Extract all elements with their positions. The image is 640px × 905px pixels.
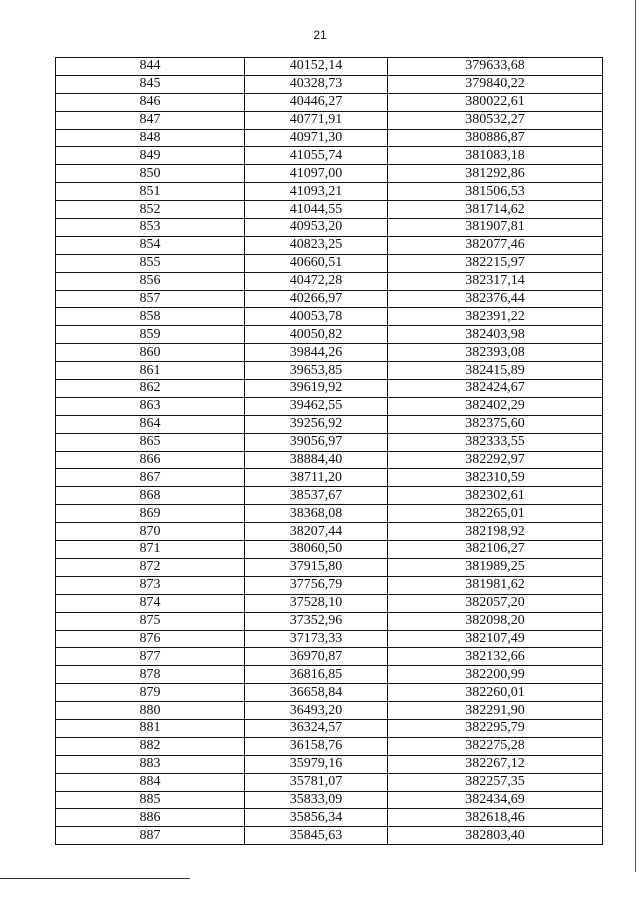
y-coordinate-cell: 379840,22 [388, 75, 603, 93]
table-row [56, 469, 603, 487]
point-number-cell: 865 [56, 433, 245, 451]
x-coordinate-cell: 40971,30 [245, 129, 388, 147]
coordinates-table [55, 57, 603, 845]
table-row [56, 344, 603, 362]
point-number-cell: 862 [56, 380, 245, 398]
x-coordinate-cell: 38884,40 [245, 451, 388, 469]
point-number-cell: 846 [56, 93, 245, 111]
point-number-cell: 860 [56, 344, 245, 362]
y-coordinate-cell: 382434,69 [388, 791, 603, 809]
table-row [56, 487, 603, 505]
y-coordinate-cell: 381083,18 [388, 147, 603, 165]
x-coordinate-cell: 41055,74 [245, 147, 388, 165]
y-coordinate-cell: 382200,99 [388, 666, 603, 684]
point-number-cell: 861 [56, 362, 245, 380]
x-coordinate-cell: 37756,79 [245, 576, 388, 594]
point-number-cell: 859 [56, 326, 245, 344]
y-coordinate-cell: 382265,01 [388, 505, 603, 523]
x-coordinate-cell: 35845,63 [245, 827, 388, 845]
table-row [56, 666, 603, 684]
y-coordinate-cell: 382310,59 [388, 469, 603, 487]
y-coordinate-cell: 382333,55 [388, 433, 603, 451]
table-row [56, 612, 603, 630]
point-number-cell: 850 [56, 165, 245, 183]
point-number-cell: 866 [56, 451, 245, 469]
y-coordinate-cell: 380886,87 [388, 129, 603, 147]
table-row [56, 272, 603, 290]
point-number-cell: 881 [56, 719, 245, 737]
x-coordinate-cell: 37352,96 [245, 612, 388, 630]
table-row [56, 505, 603, 523]
x-coordinate-cell: 39844,26 [245, 344, 388, 362]
x-coordinate-cell: 37173,33 [245, 630, 388, 648]
x-coordinate-cell: 40953,20 [245, 219, 388, 237]
point-number-cell: 874 [56, 594, 245, 612]
point-number-cell: 857 [56, 290, 245, 308]
point-number-cell: 870 [56, 523, 245, 541]
x-coordinate-cell: 36158,76 [245, 737, 388, 755]
coordinates-table-body [56, 58, 603, 845]
y-coordinate-cell: 382077,46 [388, 236, 603, 254]
x-coordinate-cell: 36816,85 [245, 666, 388, 684]
table-row [56, 165, 603, 183]
y-coordinate-cell: 379633,68 [388, 58, 603, 76]
x-coordinate-cell: 40472,28 [245, 272, 388, 290]
table-row [56, 523, 603, 541]
point-number-cell: 879 [56, 684, 245, 702]
y-coordinate-cell: 382424,67 [388, 380, 603, 398]
point-number-cell: 869 [56, 505, 245, 523]
y-coordinate-cell: 381907,81 [388, 219, 603, 237]
table-row [56, 397, 603, 415]
point-number-cell: 886 [56, 809, 245, 827]
x-coordinate-cell: 40660,51 [245, 254, 388, 272]
point-number-cell: 854 [56, 236, 245, 254]
page-number: 21 [313, 28, 327, 42]
y-coordinate-cell: 382057,20 [388, 594, 603, 612]
point-number-cell: 885 [56, 791, 245, 809]
y-coordinate-cell: 381989,25 [388, 558, 603, 576]
table-row [56, 773, 603, 791]
x-coordinate-cell: 41093,21 [245, 183, 388, 201]
point-number-cell: 880 [56, 702, 245, 720]
point-number-cell: 863 [56, 397, 245, 415]
point-number-cell: 882 [56, 737, 245, 755]
point-number-cell: 877 [56, 648, 245, 666]
y-coordinate-cell: 381506,53 [388, 183, 603, 201]
x-coordinate-cell: 39056,97 [245, 433, 388, 451]
point-number-cell: 883 [56, 755, 245, 773]
point-number-cell: 887 [56, 827, 245, 845]
point-number-cell: 884 [56, 773, 245, 791]
x-coordinate-cell: 38207,44 [245, 523, 388, 541]
x-coordinate-cell: 40771,91 [245, 111, 388, 129]
table-row [56, 648, 603, 666]
point-number-cell: 844 [56, 58, 245, 76]
y-coordinate-cell: 381714,62 [388, 201, 603, 219]
y-coordinate-cell: 382803,40 [388, 827, 603, 845]
y-coordinate-cell: 382375,60 [388, 415, 603, 433]
table-row [56, 362, 603, 380]
point-number-cell: 847 [56, 111, 245, 129]
x-coordinate-cell: 38537,67 [245, 487, 388, 505]
point-number-cell: 858 [56, 308, 245, 326]
y-coordinate-cell: 382107,49 [388, 630, 603, 648]
table-row [56, 719, 603, 737]
x-coordinate-cell: 37528,10 [245, 594, 388, 612]
point-number-cell: 871 [56, 541, 245, 559]
x-coordinate-cell: 35856,34 [245, 809, 388, 827]
point-number-cell: 848 [56, 129, 245, 147]
table-row [56, 75, 603, 93]
point-number-cell: 873 [56, 576, 245, 594]
y-coordinate-cell: 382106,27 [388, 541, 603, 559]
table-row [56, 827, 603, 845]
point-number-cell: 853 [56, 219, 245, 237]
y-coordinate-cell: 381981,62 [388, 576, 603, 594]
x-coordinate-cell: 41044,55 [245, 201, 388, 219]
table-row [56, 201, 603, 219]
y-coordinate-cell: 382376,44 [388, 290, 603, 308]
y-coordinate-cell: 382267,12 [388, 755, 603, 773]
point-number-cell: 851 [56, 183, 245, 201]
y-coordinate-cell: 382393,08 [388, 344, 603, 362]
point-number-cell: 878 [56, 666, 245, 684]
point-number-cell: 855 [56, 254, 245, 272]
table-row [56, 326, 603, 344]
table-row [56, 308, 603, 326]
x-coordinate-cell: 35833,09 [245, 791, 388, 809]
point-number-cell: 852 [56, 201, 245, 219]
y-coordinate-cell: 380022,61 [388, 93, 603, 111]
table-row [56, 111, 603, 129]
point-number-cell: 864 [56, 415, 245, 433]
table-row [56, 219, 603, 237]
x-coordinate-cell: 35979,16 [245, 755, 388, 773]
point-number-cell: 868 [56, 487, 245, 505]
y-coordinate-cell: 382198,92 [388, 523, 603, 541]
y-coordinate-cell: 382257,35 [388, 773, 603, 791]
y-coordinate-cell: 382402,29 [388, 397, 603, 415]
x-coordinate-cell: 39256,92 [245, 415, 388, 433]
x-coordinate-cell: 40446,27 [245, 93, 388, 111]
x-coordinate-cell: 40328,73 [245, 75, 388, 93]
x-coordinate-cell: 36658,84 [245, 684, 388, 702]
x-coordinate-cell: 37915,80 [245, 558, 388, 576]
y-coordinate-cell: 382132,66 [388, 648, 603, 666]
y-coordinate-cell: 380532,27 [388, 111, 603, 129]
x-coordinate-cell: 40053,78 [245, 308, 388, 326]
table-row [56, 702, 603, 720]
x-coordinate-cell: 38711,20 [245, 469, 388, 487]
y-coordinate-cell: 382391,22 [388, 308, 603, 326]
y-coordinate-cell: 382317,14 [388, 272, 603, 290]
point-number-cell: 856 [56, 272, 245, 290]
table-row [56, 236, 603, 254]
point-number-cell: 867 [56, 469, 245, 487]
table-row [56, 809, 603, 827]
table-row [56, 380, 603, 398]
x-coordinate-cell: 39653,85 [245, 362, 388, 380]
y-coordinate-cell: 382260,01 [388, 684, 603, 702]
y-coordinate-cell: 382403,98 [388, 326, 603, 344]
table-row [56, 755, 603, 773]
x-coordinate-cell: 38060,50 [245, 541, 388, 559]
table-row [56, 451, 603, 469]
x-coordinate-cell: 39462,55 [245, 397, 388, 415]
y-coordinate-cell: 382291,90 [388, 702, 603, 720]
x-coordinate-cell: 39619,92 [245, 380, 388, 398]
x-coordinate-cell: 36970,87 [245, 648, 388, 666]
x-coordinate-cell: 41097,00 [245, 165, 388, 183]
x-coordinate-cell: 40050,82 [245, 326, 388, 344]
table-row [56, 290, 603, 308]
table-row [56, 129, 603, 147]
x-coordinate-cell: 40266,97 [245, 290, 388, 308]
y-coordinate-cell: 382618,46 [388, 809, 603, 827]
x-coordinate-cell: 38368,08 [245, 505, 388, 523]
x-coordinate-cell: 36493,20 [245, 702, 388, 720]
page-edge-line [635, 0, 636, 872]
table-row [56, 183, 603, 201]
point-number-cell: 849 [56, 147, 245, 165]
y-coordinate-cell: 382275,28 [388, 737, 603, 755]
x-coordinate-cell: 35781,07 [245, 773, 388, 791]
table-row [56, 93, 603, 111]
table-row [56, 558, 603, 576]
y-coordinate-cell: 382292,97 [388, 451, 603, 469]
x-coordinate-cell: 40152,14 [245, 58, 388, 76]
table-row [56, 415, 603, 433]
footer-rule [0, 878, 190, 879]
table-row [56, 594, 603, 612]
table-row [56, 630, 603, 648]
y-coordinate-cell: 382302,61 [388, 487, 603, 505]
y-coordinate-cell: 382098,20 [388, 612, 603, 630]
x-coordinate-cell: 36324,57 [245, 719, 388, 737]
point-number-cell: 875 [56, 612, 245, 630]
y-coordinate-cell: 382215,97 [388, 254, 603, 272]
table-row [56, 541, 603, 559]
table-row [56, 684, 603, 702]
x-coordinate-cell: 40823,25 [245, 236, 388, 254]
point-number-cell: 845 [56, 75, 245, 93]
point-number-cell: 872 [56, 558, 245, 576]
point-number-cell: 876 [56, 630, 245, 648]
table-row [56, 147, 603, 165]
table-row [56, 576, 603, 594]
table-row [56, 254, 603, 272]
y-coordinate-cell: 381292,86 [388, 165, 603, 183]
table-row [56, 433, 603, 451]
table-row [56, 737, 603, 755]
y-coordinate-cell: 382295,79 [388, 719, 603, 737]
table-row [56, 791, 603, 809]
y-coordinate-cell: 382415,89 [388, 362, 603, 380]
table-row [56, 58, 603, 76]
